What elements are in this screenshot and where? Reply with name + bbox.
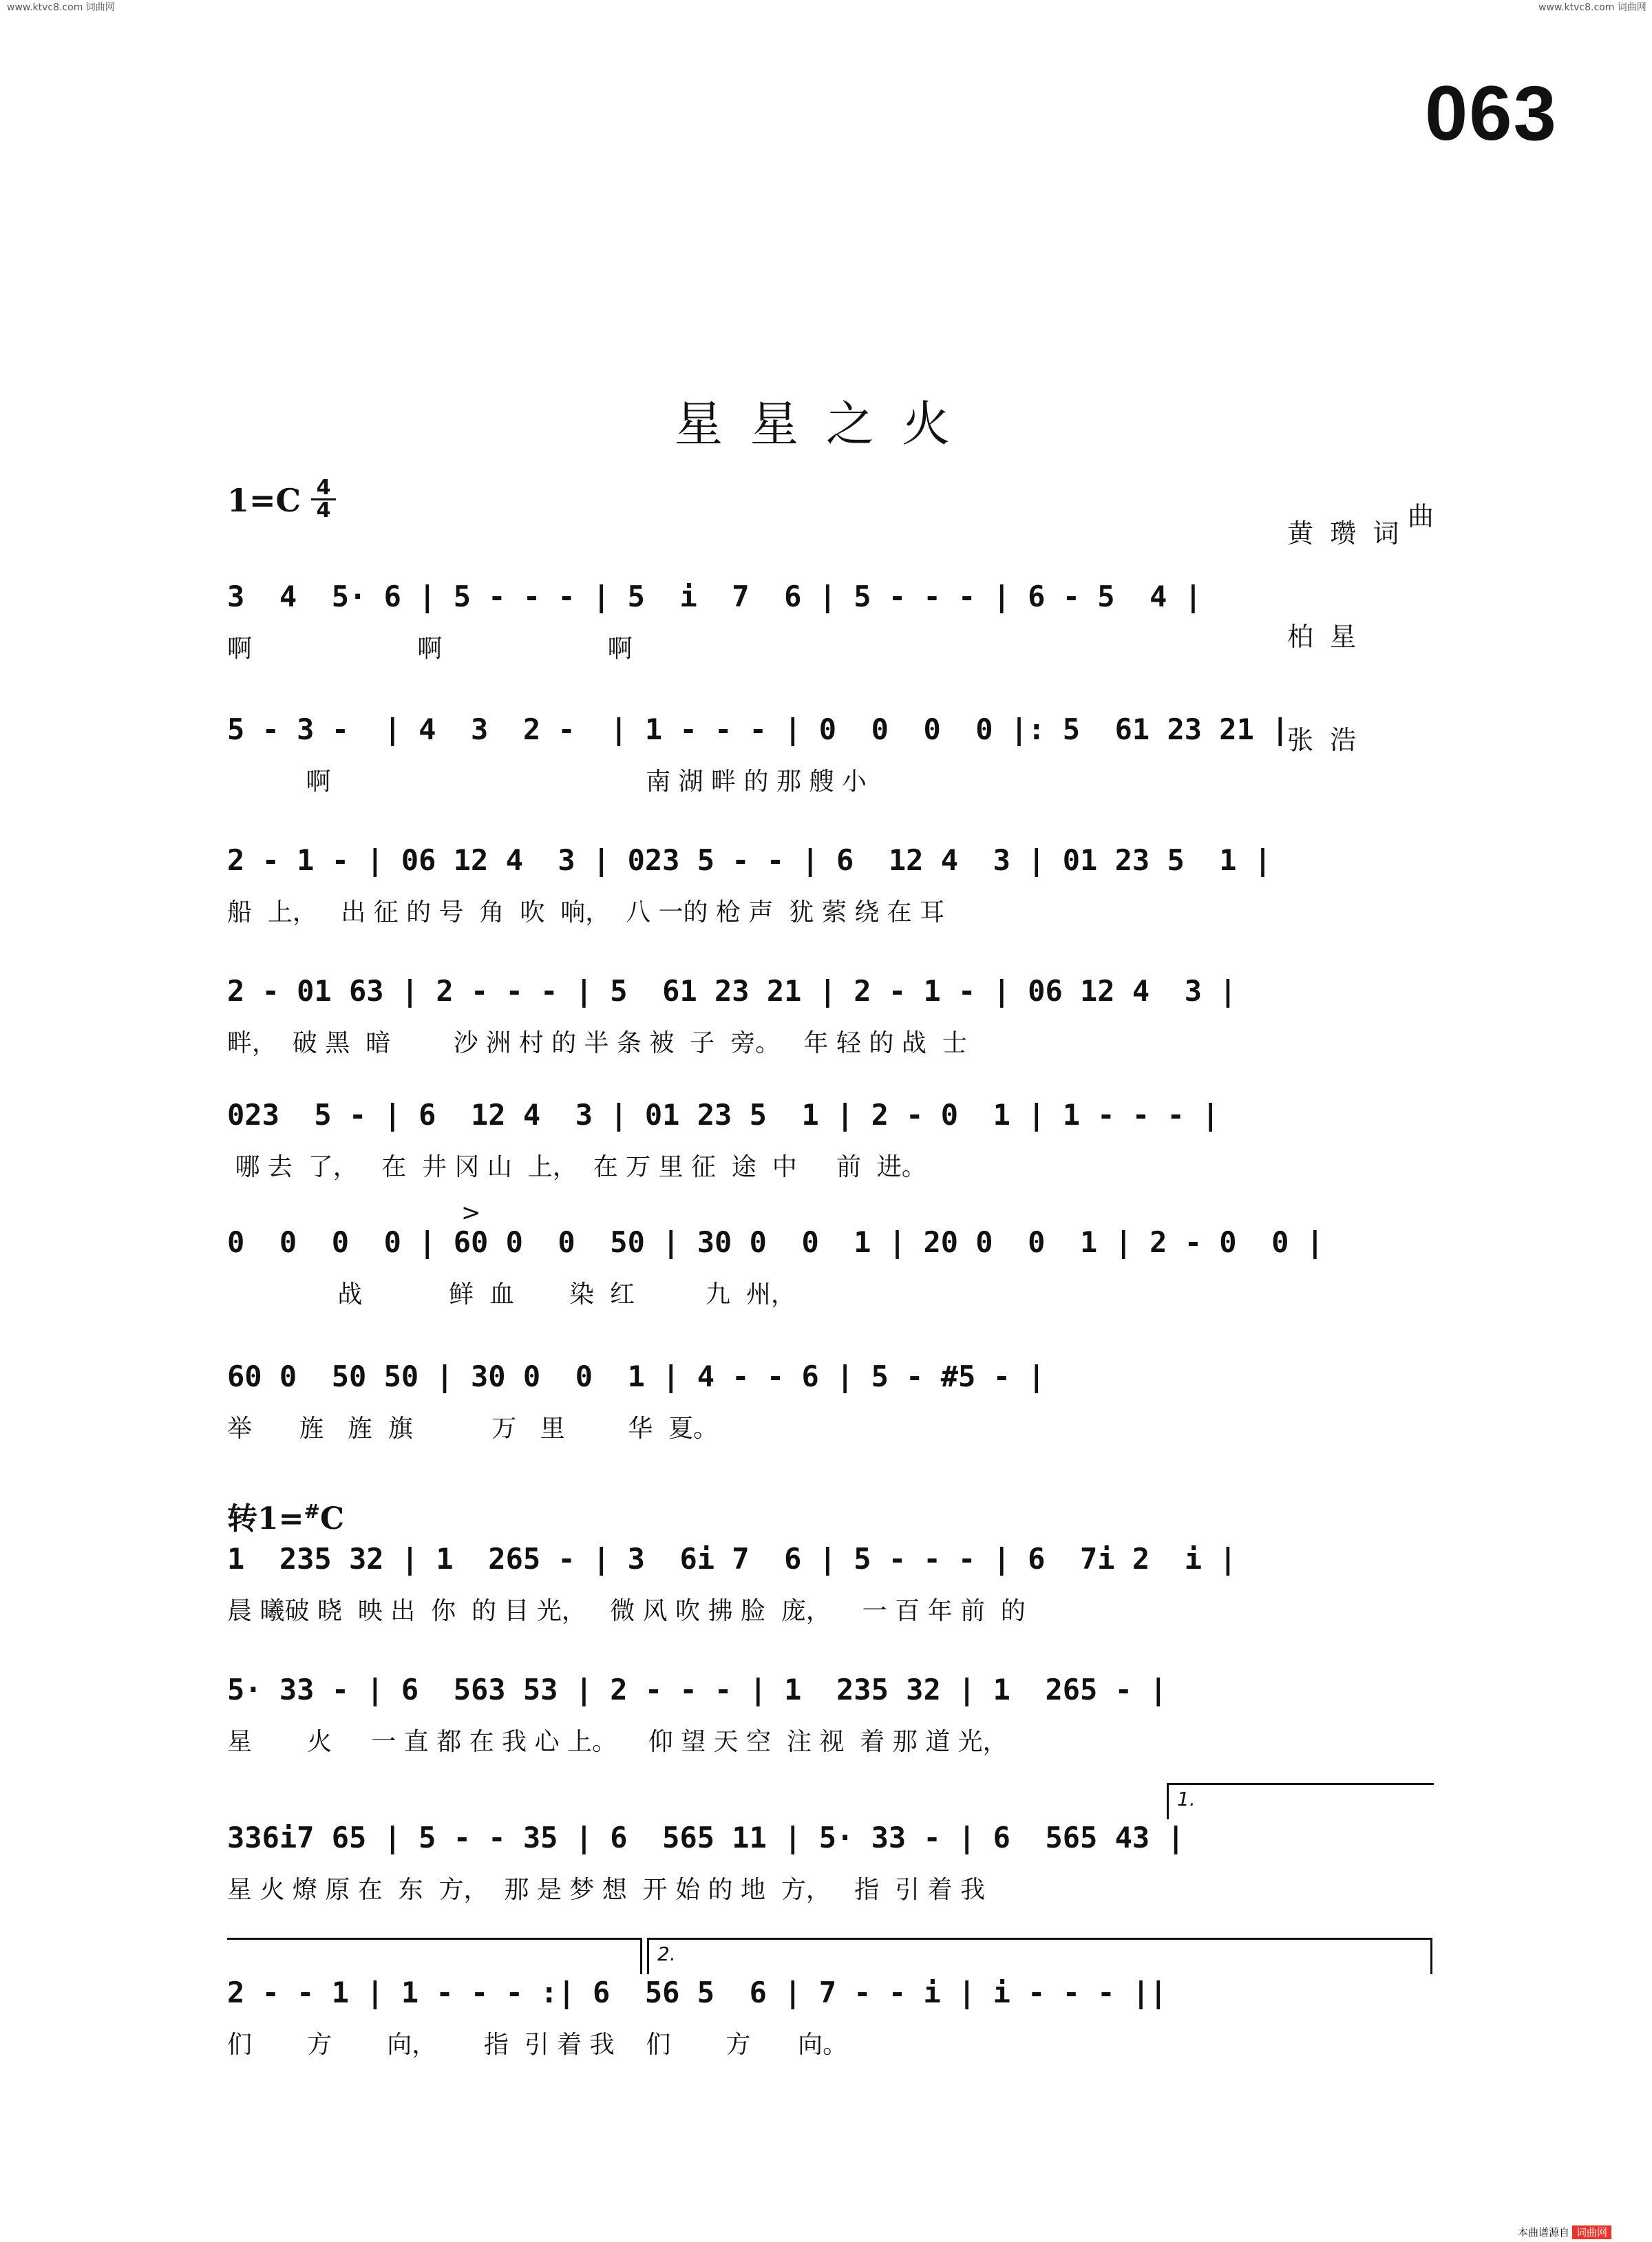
time-signature-top: 4 [316,476,331,500]
accent-mark: > [461,1199,481,1227]
volta-continuation-1 [227,1938,642,1974]
system-10-lyrics: 星 火 燎 原 在 东 方， 那 是 梦 想 开 始 的 地 方， 指 引 着 我 [227,1876,985,1904]
footer-text: 本曲谱源自 [1518,2226,1570,2239]
footer [1518,2225,1611,2239]
system-5-lyrics: 哪 去 了， 在 井 冈 山 上， 在 万 里 征 途 中 前 进。 [227,1153,926,1181]
modulation-sharp: # [304,1500,320,1523]
volta-bracket-1 [1167,1783,1434,1819]
volta-bracket-2 [647,1938,1432,1974]
system-2-notes: 5 - 3 - | 4 3 2 - | 1 - - - | 0 0 0 0 |: 5 61 23 21 | [227,712,1289,746]
watermark-right: www.ktvc8.com 词曲网 [1538,2,1646,13]
system-6-lyrics: 战 鲜 血 染 红 九 州， [227,1280,796,1309]
page-number: 063 [1425,70,1558,156]
volta-label-1: 1. [1177,1788,1196,1810]
system-11-notes: 2 - - 1 | 1 - - - :| 6 56 5 6 | 7 - - i | i - - - || [227,1976,1167,2009]
system-4-lyrics: 畔， 破 黑 暗 沙 洲 村 的 半 条 被 子 旁。 年 轻 的 战 士 [227,1029,967,1057]
system-8-lyrics: 晨 曦破 晓 映 出 你 的 目 光， 微 风 吹 拂 脸 庞， 一 百 年 前 的 [227,1597,1026,1625]
footer-brand: 词曲网 [1572,2225,1611,2239]
time-signature-bottom: 4 [316,498,331,522]
composer-credit-label: 曲 [1408,501,1434,531]
key-signature: 1=C [227,482,301,519]
system-2-lyrics: 啊 南 湖 畔 的 那 艘 小 [227,768,867,796]
system-1-lyrics: 啊 啊 啊 [227,635,633,663]
modulation-marking [227,1494,344,1538]
system-9-lyrics: 星 火 一 直 都 在 我 心 上。 仰 望 天 空 注 视 着 那 道 光， [227,1728,1008,1756]
system-9-notes: 5· 33 - | 6 563 53 | 2 - - - | 1 235 32 | 1 265 - | [227,1673,1167,1706]
modulation-note: C [319,1501,344,1536]
system-6-notes: 0 0 0 0 | 60 0 0 50 | 30 0 0 1 | 20 0 0 1 | 2 - 0 0 | [227,1225,1324,1259]
modulation-prefix: 转1= [227,1501,304,1536]
composer-credit-1: 柏 星 [1287,622,1357,652]
volta-label-2: 2. [657,1943,676,1965]
system-1-notes: 3 4 5· 6 | 5 - - - | 5 i 7 6 | 5 - - - | 6 - 5 4 | [227,580,1203,613]
system-4-notes: 2 - 01 63 | 2 - - - | 5 61 23 21 | 2 - 1 - | 06 12 4 3 | [227,974,1237,1008]
system-11-lyrics: 们 方 向， 指 引 着 我 们 方 向。 [227,2031,848,2059]
watermark-left: www.ktvc8.com 词曲网 [7,2,115,13]
system-10-notes: 336i7 65 | 5 - - 35 | 6 565 11 | 5· 33 - | 6 565 43 | [227,1821,1185,1854]
song-title: 星星之火 [675,396,977,452]
composer-credit-2: 张 浩 [1287,725,1357,755]
lyricist-credit: 黄 瓒 词 [1287,518,1399,549]
system-3-lyrics: 船 上， 出 征 的 号 角 吹 响， 八 一的 枪 声 犹 萦 绕 在 耳 [227,898,945,927]
system-3-notes: 2 - 1 - | 06 12 4 3 | 023 5 - - | 6 12 4 3 | 01 23 5 1 | [227,843,1272,877]
system-8-notes: 1 235 32 | 1 265 - | 3 6i 7 6 | 5 - - - | 6 7i 2 i | [227,1542,1237,1576]
system-5-notes: 023 5 - | 6 12 4 3 | 01 23 5 1 | 2 - 0 1 | 1 - - - | [227,1098,1220,1132]
time-signature [311,478,336,521]
system-7-notes: 60 0 50 50 | 30 0 0 1 | 4 - - 6 | 5 - #5 - | [227,1360,1046,1393]
system-7-lyrics: 举 旌 旌 旗 万 里 华 夏。 [227,1415,719,1443]
